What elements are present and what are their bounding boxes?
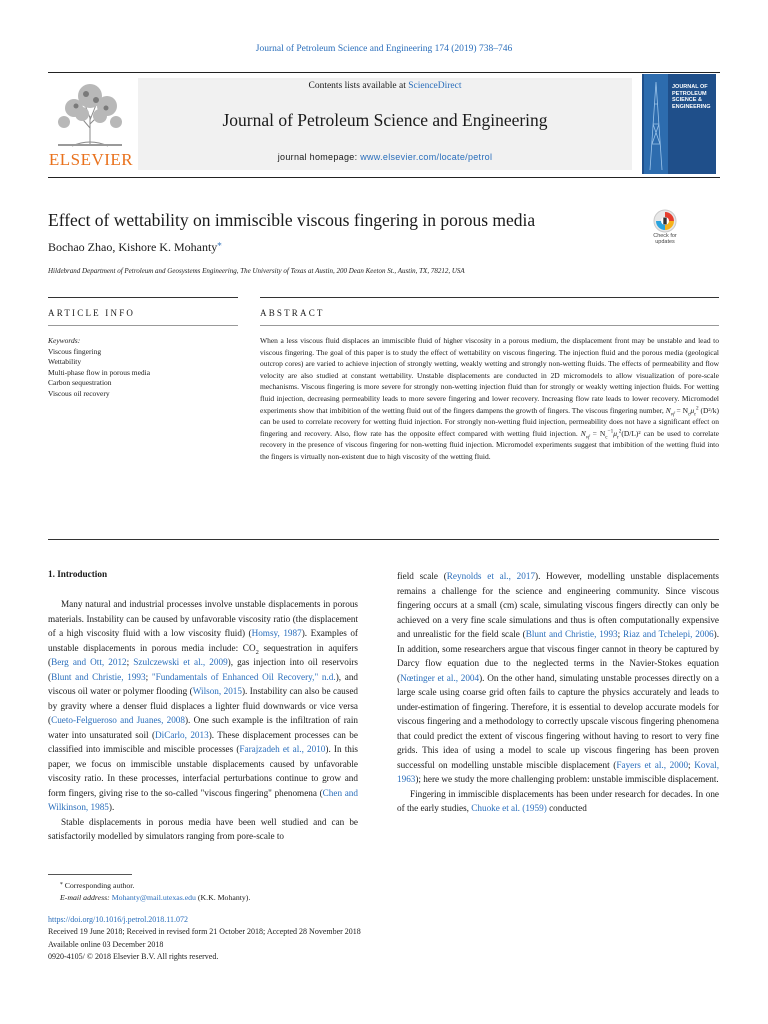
paragraph xyxy=(397,787,719,816)
formula-text: = N xyxy=(589,428,606,438)
cover-line: PETROLEUM xyxy=(672,90,707,97)
available-online: Available online 03 December 2018 xyxy=(48,939,164,949)
keyword: Viscous oil recovery xyxy=(48,388,110,398)
formula-sup: 2 xyxy=(618,428,622,435)
formula-symbol: μ xyxy=(613,428,617,438)
formula-sub: c xyxy=(605,434,608,441)
citation-link[interactable]: Wilson, 2015 xyxy=(192,686,242,696)
footnote-rule xyxy=(48,874,132,875)
cover-derrick-icon xyxy=(644,74,668,174)
formula-symbol: N xyxy=(665,405,671,415)
formula-fraction: (D²/k) xyxy=(700,405,720,415)
citation-link[interactable]: Berg and Ott, 2012 xyxy=(51,657,127,667)
keywords-label: Keywords: xyxy=(48,336,81,345)
text-run: Many natural and industrial processes involve unstable displacements in porous materials. Instability can be caused by unfavorable viscosity ratio (the displacement of a high viscosity fluid with a low viscosity fluid) ( xyxy=(48,599,358,638)
check-for-updates-icon[interactable] xyxy=(649,209,681,253)
footnote-block xyxy=(60,880,460,903)
text-run: ). In this paper, we focus on immiscible unstable displacements caused by unfavorable viscosity ratio. In these processes, interfacial perturbations continue to grow and form fingers, giving rise to the so-called "viscous fingering" phenomena ( xyxy=(48,744,358,798)
authors: Bochao Zhao, Kishore K. Mohanty xyxy=(48,240,218,254)
abstract-part: can be used to correlate recovery for wetting fluid injection. For strongly non-wetting fluid injection, permeability does not have a significant effect on fingering and recovery. Also, flow rate has the opposite effect compared with wetting fluid injection. xyxy=(260,417,719,438)
check-for-updates-label[interactable] xyxy=(643,233,687,245)
formula-symbol: μ xyxy=(690,405,695,415)
citation-link[interactable]: Nœtinger et al., 2004 xyxy=(400,672,480,683)
footnote-email-line xyxy=(60,892,460,904)
text-run: ). xyxy=(108,802,115,812)
abstract-part: When a less viscous fluid displaces an immiscible fluid of higher viscosity in a porous medium, the displacement front may be unstable and lead to viscous fingering. The goal of this paper is to study the effect of wettability on viscous fingering. The injection fluid and the porous media (geological outcrop cores) are varied to achieve injection of strongly wetting, weakly wetting and strongly non-wetting fluids. The effects of permeability and flow velocity are also studied at constant wettability. Unstable displacements are conducted in 2D micromodels to allow visualization of pore-scale mechanisms. Viscous fingering is more severe for strongly non-wetting injection fluid than for strongly or weakly wetting injection fluids. For wetting fluid injection, decreasing permeability leads to more severe fingering and lower recovery. Increasing flow rate leads to lower recovery. Micromodel experiments show that imbibition of the wetting fluid out of the fingers dampens the growth of fingers. The viscous fingering number, xyxy=(260,336,719,415)
text-run: ). Examples of unstable displacements in porous media include: CO xyxy=(48,628,358,653)
text-run: ; xyxy=(126,657,134,667)
formula-sub: c xyxy=(688,411,691,418)
citation-link[interactable]: "Fundamentals of Enhanced Oil Recovery," n.d. xyxy=(151,671,336,682)
citation-link[interactable]: Fayers et al., 2000 xyxy=(616,759,689,770)
publication-info xyxy=(48,914,361,963)
section-heading-introduction: 1. Introduction xyxy=(48,569,108,579)
keyword: Wettability xyxy=(48,357,82,367)
article-info-rule-top xyxy=(48,297,238,298)
text-run: Fingering in immiscible displacements has been under research for decades. In one of the early studies, xyxy=(397,788,719,813)
citation-link[interactable]: Cueto-Felgueroso and Juanes, 2008 xyxy=(51,715,185,725)
formula-symbol: N xyxy=(580,428,586,438)
paragraph xyxy=(48,597,358,815)
text-run: ). One such example is the infiltration of rain water into unsaturated soil ( xyxy=(48,715,358,740)
article-info-label: ARTICLE INFO xyxy=(48,308,136,318)
keyword: Carbon sequestration xyxy=(48,378,112,388)
citation-link[interactable]: Reynolds et al., 2017 xyxy=(446,571,536,581)
homepage-link[interactable]: www.elsevier.com/locate/petrol xyxy=(360,152,493,162)
paragraph: Stable displacements in porous media have been well studied and can be satisfactorily modelled by simulators ranging from pore-scale to xyxy=(48,816,358,841)
citation-link[interactable]: Riaz and Tchelepi, 2006 xyxy=(623,629,714,639)
article-info-rule xyxy=(48,325,238,326)
citation-link[interactable]: Blunt and Christie, 1993 xyxy=(525,629,618,639)
formula-sub: vf xyxy=(585,434,590,441)
elsevier-wordmark: ELSEVIER xyxy=(48,150,134,169)
abstract-label: ABSTRACT xyxy=(260,308,325,318)
text-run: conducted xyxy=(546,803,587,813)
cover-line: SCIENCE & xyxy=(672,97,702,103)
citation-link[interactable]: Blunt and Christie, 1993 xyxy=(51,671,146,682)
keyword: Viscous fingering xyxy=(48,346,102,356)
citation-link[interactable]: Koval, 1963 xyxy=(397,759,719,784)
check-line: updates xyxy=(655,239,675,245)
citation-link[interactable]: Chuoke et al. (1959) xyxy=(471,803,547,813)
article-title: Effect of wettability on immiscible viscous fingering in porous media xyxy=(48,210,536,230)
text-run: sequestration in aquifers ( xyxy=(48,642,358,667)
cover-line: ENGINEERING xyxy=(672,103,711,110)
abstract-rule-bottom xyxy=(48,539,719,540)
keyword: Multi-phase flow in porous media xyxy=(48,367,151,377)
journal-homepage-line xyxy=(138,152,632,162)
doi-link[interactable]: https://doi.org/10.1016/j.petrol.2018.11.072 xyxy=(48,915,188,924)
citation-link[interactable]: Chen and Wilkinson, 1985 xyxy=(48,787,358,812)
author-list xyxy=(48,240,222,255)
left-column xyxy=(48,597,358,844)
text-run: ). Instability can also be caused by gravity where a denser fluid displaces a lighter fluid downwards or vice versa ( xyxy=(48,686,358,725)
abstract-rule-top xyxy=(260,297,719,298)
text-run: ; xyxy=(688,759,695,770)
text-run: ). On the other hand, simulating unstable processes directly on a large scale using coarse grid often fails to capture the physics accurately and leads to under-estimation of fingering. Therefore, it is essential to develop accurate models for viscous fingering and a methodology to correctly upscale viscous fingering phenomena that could predict the extent of viscous fingering without having to resort to very fine grids. This idea of using a model to scale up viscous fingering has been proven successful on modelling unstable miscible displacement ( xyxy=(397,672,719,770)
text-run: field scale ( xyxy=(397,571,447,581)
text-run: ); here we study the more challenging problem: unstable immiscible displacement. xyxy=(415,774,719,784)
affiliation: Hildebrand Department of Petroleum and Geosystems Engineering, The University of Texas at Austin, 200 Dean Keeton St., Austin, TX, 78212, USA xyxy=(48,267,465,275)
text-run: ). However, modelling unstable displacements remains a challenge for the science and engineering community. Since viscous fingering occurs at a small (cm) scale, simulating viscous fingers directly can only be achieved on a very fine scale simulations and thus is often computationally expensive and unrealistic for the field scale ( xyxy=(397,571,719,639)
copyright: 0920-4105/ © 2018 Elsevier B.V. All rights reserved. xyxy=(48,951,219,961)
email-label: E-mail address: xyxy=(60,892,112,902)
footnote-mark: ⁎ xyxy=(60,880,63,887)
email-suffix: (K.K. Mohanty). xyxy=(195,892,251,902)
abstract-part: can be used to correlate recovery in the presence of viscous fingering for non-wetting fluid injection. Micromodel experiments suggest that imbibition of the wetting fluid into the fingers is virtually non-existent due to high viscosity of the wetting fluid. xyxy=(260,428,719,461)
citation-link[interactable]: Szulczewski et al., 2009 xyxy=(133,657,228,667)
cover-line: JOURNAL OF xyxy=(672,84,708,90)
formula-sup: −1 xyxy=(607,428,614,435)
journal-title: Journal of Petroleum Science and Engineering xyxy=(222,110,548,130)
sciencedirect-link[interactable]: ScienceDirect xyxy=(408,81,462,91)
subscript: 2 xyxy=(255,648,259,656)
text-run: ), and viscous oil water or polymer flooding ( xyxy=(48,671,359,696)
formula-sub: r xyxy=(616,434,619,441)
author-footnote-mark[interactable]: ⁎ xyxy=(217,239,222,248)
abstract-text xyxy=(260,335,719,463)
journal-reference[interactable]: Journal of Petroleum Science and Engineering 174 (2019) 738–746 xyxy=(255,44,513,54)
corresponding-label: Corresponding author. xyxy=(64,881,135,890)
citation-link[interactable]: Farajzadeh et al., 2010 xyxy=(239,744,326,754)
formula-sub: r xyxy=(694,411,696,418)
text-run: ; xyxy=(617,629,624,639)
email-link[interactable]: Mohanty@mail.utexas.edu xyxy=(111,892,196,902)
formula-text: = N xyxy=(674,405,689,415)
homepage-prefix: journal homepage: xyxy=(277,152,361,162)
abstract-rule xyxy=(260,325,719,326)
text-run: ; xyxy=(145,671,152,682)
contents-line xyxy=(138,81,632,91)
received-dates: Received 19 June 2018; Received in revised form 21 October 2018; Accepted 28 November 2018 xyxy=(48,927,361,937)
keywords-block xyxy=(48,336,238,400)
cover-title xyxy=(672,84,716,110)
citation-link[interactable]: Homsy, 1987 xyxy=(251,628,302,638)
formula-sup: 2 xyxy=(695,405,699,412)
text-run: ). These displacement processes can be classified into immiscible and miscible processes ( xyxy=(48,729,358,754)
citation-link[interactable]: DiCarlo, 2013 xyxy=(155,729,209,740)
text-run: ), gas injection into oil reservoirs ( xyxy=(48,657,359,682)
formula-sub: vf xyxy=(670,411,675,418)
text-run: ). In addition, some researchers argue that viscous finger cannot in theory be captured by Darcy flow equation due to the neglected terms in the Navier-Stokes equation ( xyxy=(397,629,719,683)
paragraph xyxy=(397,569,719,787)
formula-fraction: (D/L)² xyxy=(621,428,641,438)
check-line: Check for xyxy=(653,233,677,239)
footnote-corresponding xyxy=(60,880,460,892)
right-column xyxy=(397,569,719,816)
contents-prefix: Contents lists available at xyxy=(308,81,409,91)
